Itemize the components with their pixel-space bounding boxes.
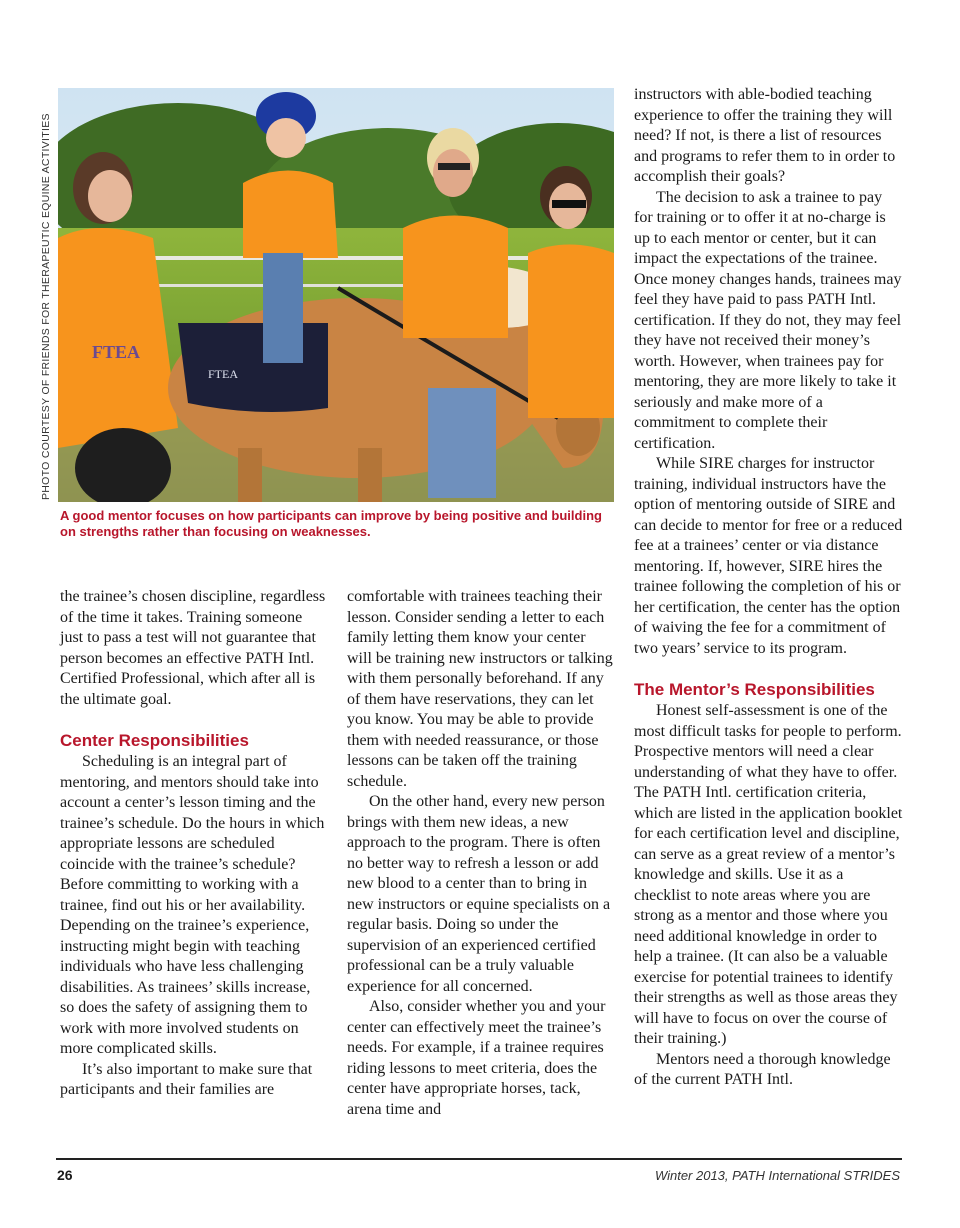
column-1	[60, 587, 326, 1101]
shirt-logo-text: FTEA	[92, 342, 141, 362]
paragraph: the trainee’s chosen discipline, regardless of the time it takes. Training someone just to pass a test will not guarantee that person becomes an effective PATH Intl. Certified Professional, which after all is the ultimate goal.	[60, 588, 326, 708]
page-number: 26	[57, 1167, 73, 1183]
paragraph: comfortable with trainees teaching their lesson. Consider sending a letter to each family letting them know your center will be training new instructors or talking with them personally beforehand. If any of them have reservations, they can let you know. You may be able to provide them with needed reassurance, or those lessons can be taken off the training schedule.	[347, 588, 613, 790]
section-heading-center-responsibilities: Center Responsibilities	[60, 731, 249, 750]
paragraph: instructors with able-bodied teaching experience to offer the training they will need? If not, is there a list of resources and programs to refer them to in order to accomplish their goals?	[634, 86, 896, 185]
paragraph: The decision to ask a trainee to pay for training or to offer it at no-charge is up to each mentor or center, but it can impact the expectations of the trainee. Once money changes hands, trainees may feel they have paid to pass PATH Intl. certification. If they do not, they may feel they have not received their money’s worth. However, when trainees pay for mentoring, they are more likely to take it seriously and make more of a commitment to complete their certification.	[634, 188, 902, 452]
photo-caption: A good mentor focuses on how participants can improve by being positive and building on strengths rather than focusing on weaknesses.	[60, 508, 602, 539]
paragraph: Honest self-assessment is one of the most difficult tasks for people to perform. Prospective mentors will need a clear understanding of what they have to offer. The PATH Intl. certification criteria, which are listed in the application booklet for each certification level and discipline, can serve as a great review of a mentor’s knowledge and skills. Use it as a checklist to note areas where you are strong as a mentor and those where you need additional knowledge in order to help a trainee. (It can also be a valuable exercise for potential trainees to identify their strengths as well as those areas they will have to focus on over the course of their training.)	[634, 702, 903, 1047]
publication-footer: Winter 2013, PATH International STRIDES	[654, 1168, 900, 1183]
photo-credit: PHOTO COURTESY OF FRIENDS FOR THERAPEUTIC EQUINE ACTIVITIES	[40, 113, 52, 500]
paragraph: Also, consider whether you and your center can effectively meet the trainee’s needs. For example, if a trainee requires riding lessons to meet criteria, does the center have appropriate horses, tack, arena time and	[347, 998, 606, 1118]
column-2	[347, 587, 613, 1120]
column-3	[634, 85, 904, 1091]
section-heading-mentors-responsibilities: The Mentor’s Responsibilities	[634, 680, 875, 699]
paragraph: It’s also important to make sure that participants and their families are	[60, 1060, 313, 1098]
paragraph: On the other hand, every new person brings with them new ideas, a new approach to the program. There is often no better way to refresh a lesson or add new blood to a center than to bring in new instructors or equine specialists on a regular basis. Doing so under the supervision of an experienced certified professional can be a truly valuable experience for all concerned.	[347, 793, 611, 995]
footer-rule	[56, 1158, 902, 1160]
paragraph: Mentors need a thorough knowledge of the current PATH Intl.	[634, 1050, 891, 1088]
article-photo	[58, 88, 614, 502]
paragraph: While SIRE charges for instructor training, individual instructors have the option of mentoring outside of SIRE and can decide to mentor for free or a reduced fee at a trainees’ center or via distance mentoring. If, however, SIRE hires the trainee following the completion of his or her certification, the center has the option of waiving the fee for a commitment of two years’ service to its program.	[634, 455, 903, 657]
saddle-pad-text: FTEA	[208, 367, 238, 381]
paragraph: Scheduling is an integral part of mentoring, and mentors should take into account a center’s lesson timing and the trainee’s schedule. Do the hours in which appropriate lessons are scheduled coincide with the trainee’s schedule? Before committing to working with a trainee, find out his or her availability. Depending on the trainee’s experience, instructing might begin with teaching individuals who have less challenging disabilities. As trainees’ skills increase, so does the safety of assigning them to work with more involved students on more complicated skills.	[60, 753, 325, 1057]
